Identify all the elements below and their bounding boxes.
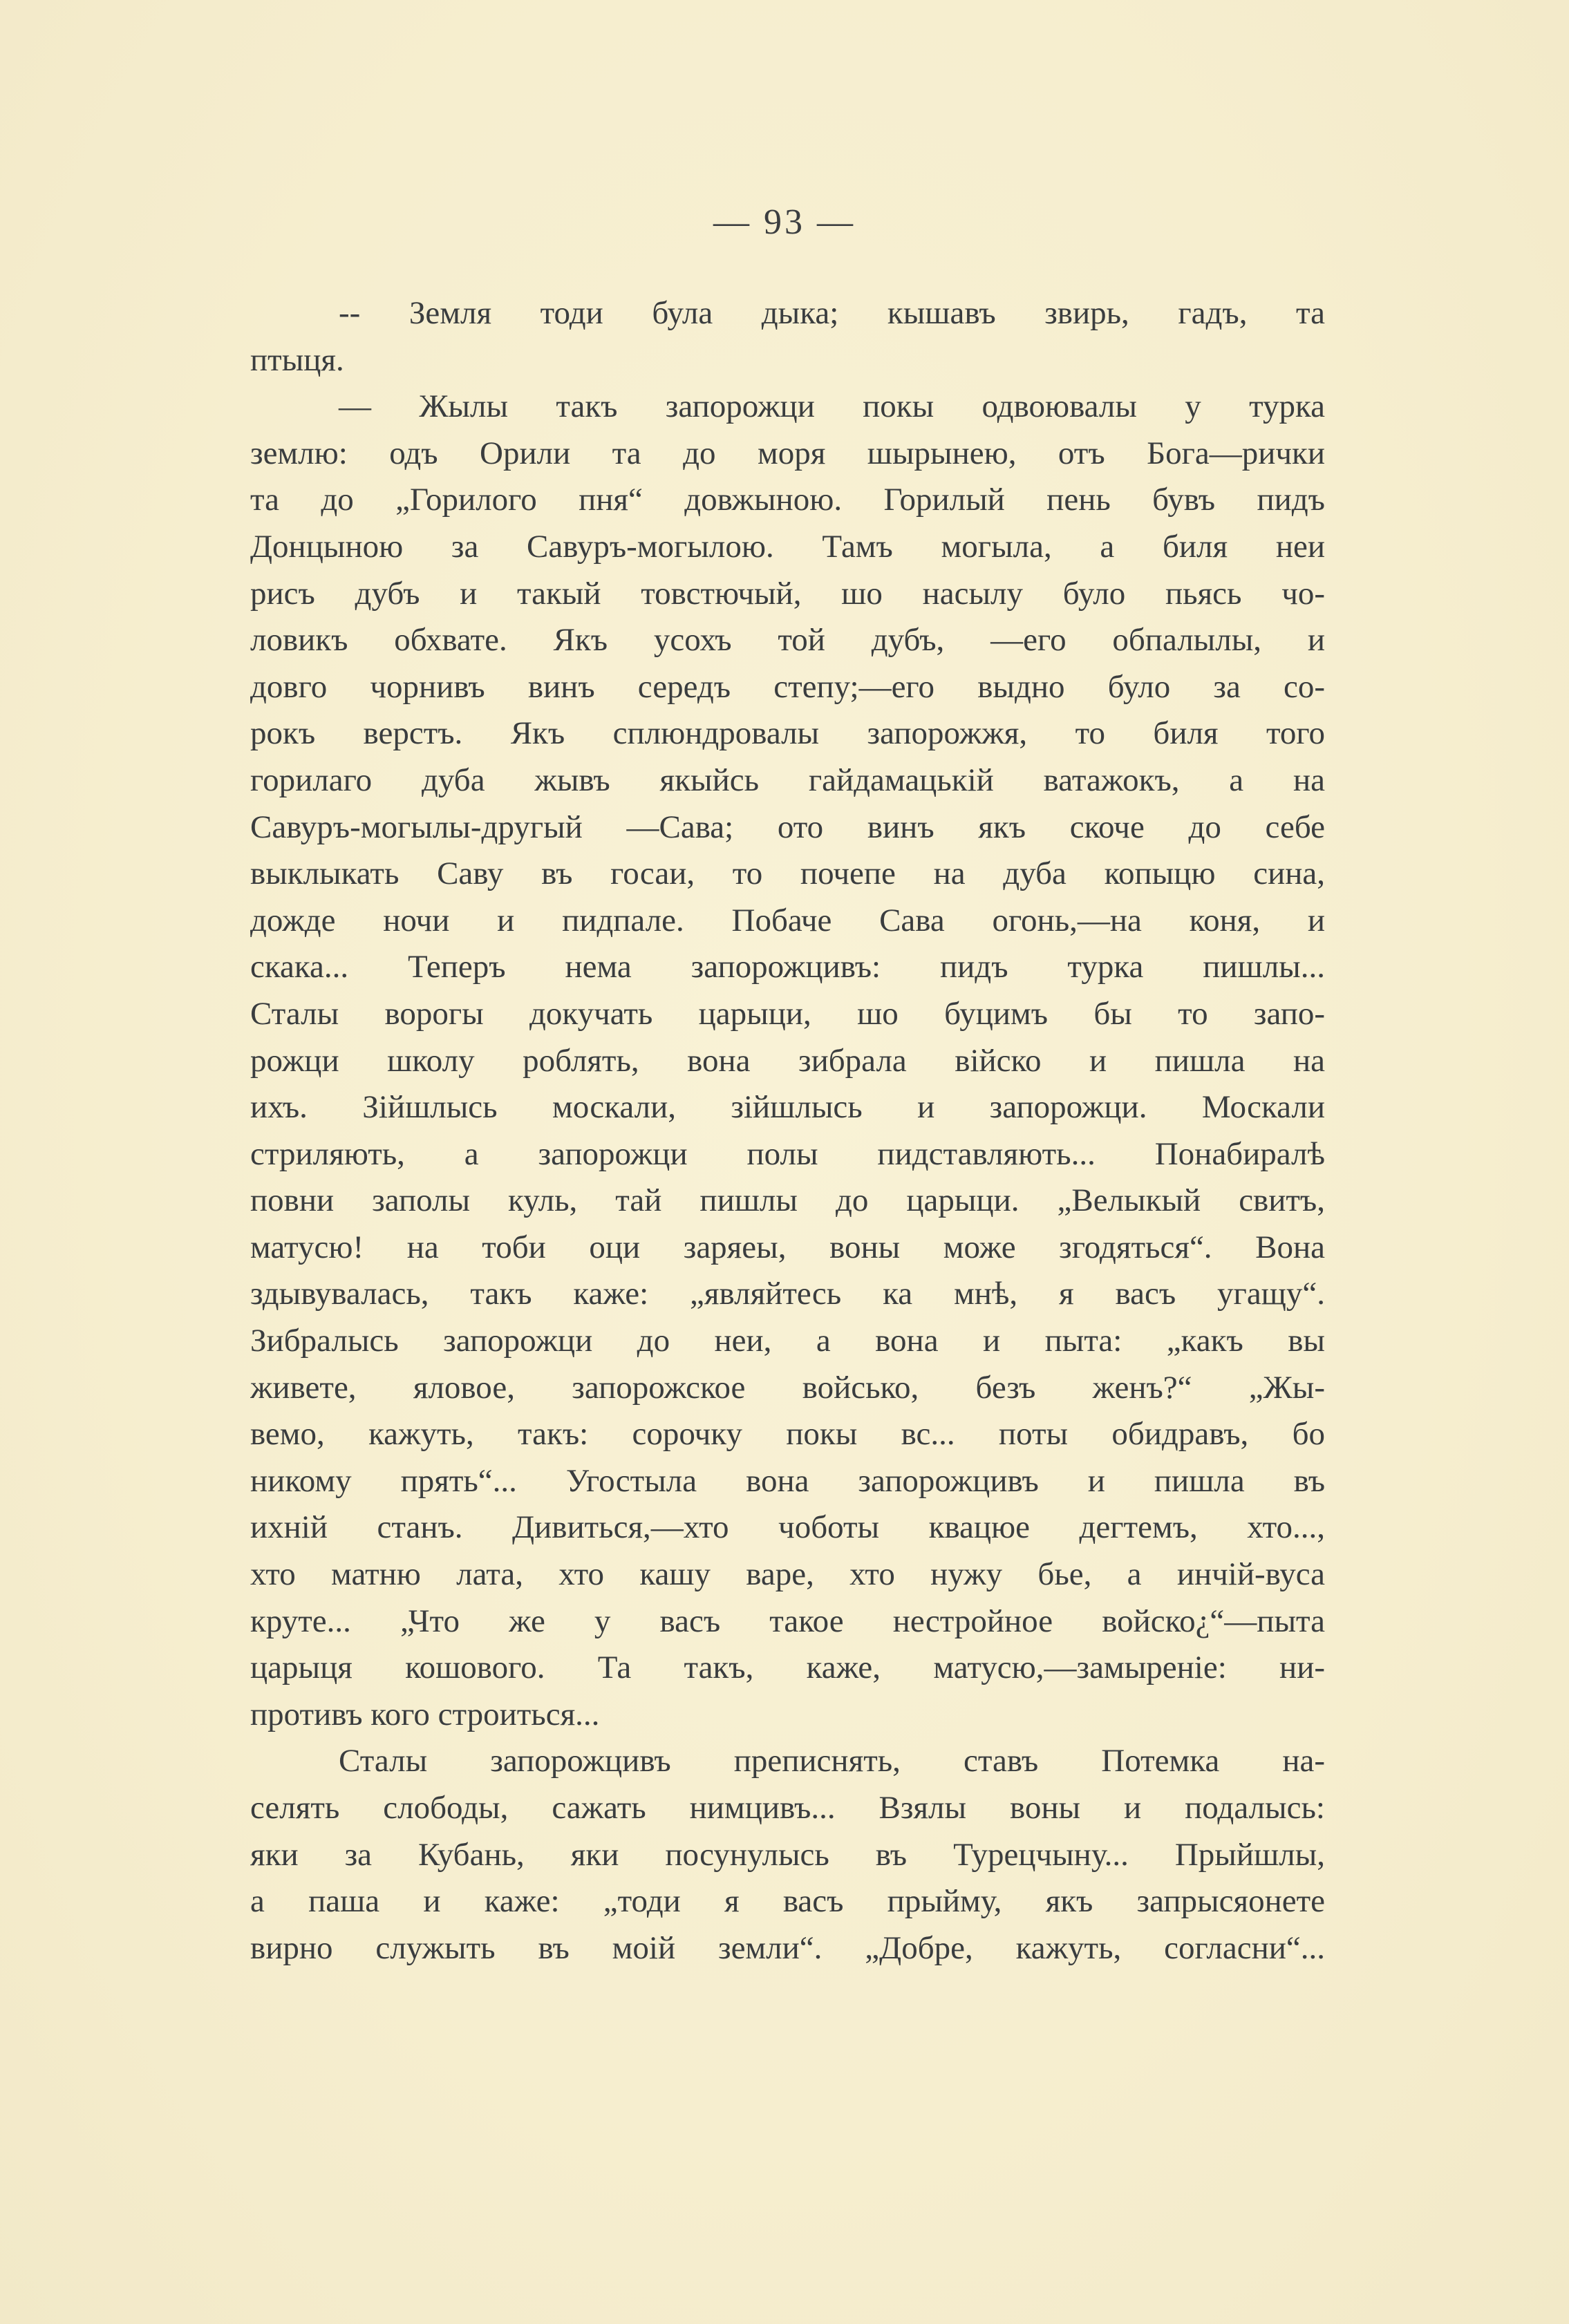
text-line: ихній станъ. Дивиться,—хто чоботы квацюе дегтемъ, хто..., (250, 1509, 1325, 1546)
text-line: селять слободы, сажать нимцивъ... Взялы воны и подалысь: (250, 1790, 1325, 1826)
text-line: вирно служыть въ моiй земли“. „Добре, кажуть, согласни“... (250, 1929, 1325, 1966)
text-line: царыця кошового. Та такъ, каже, матусю,—замыреніе: ни- (250, 1650, 1325, 1686)
text-line: Сталы запорожцивъ преписнять, ставъ Потемка на- (339, 1743, 1325, 1779)
text-line: рокъ верстъ. Якъ сплюндровалы запорожжя, то биля того (250, 715, 1325, 752)
text-line: — Жылы такъ запорожци покы одвоювалы у турка (339, 388, 1325, 425)
text-line: горилаго дуба жывъ якыйсь гайдамацькій ватажокъ, а на (250, 762, 1325, 798)
text-line: противъ кого строиться... (250, 1696, 600, 1732)
text-line: Донцыною за Савуръ-могылою. Тамъ могыла, а биля неи (250, 528, 1325, 565)
text-line: круте... „Что же у васъ такое нестройное войско¿“—пыта (250, 1603, 1325, 1639)
text-line: яки за Кубань, яки посунулысь въ Турецчыну... Прыйшлы, (250, 1836, 1325, 1873)
text-line: Савуръ-могылы-другый —Сава; ото винъ якъ скоче до себе (250, 809, 1325, 845)
text-line: живете, яловое, запорожское войсько, безъ женъ?“ „Жы- (250, 1369, 1325, 1406)
text-line: а паша и каже: „тоди я васъ прыйму, якъ запрысяонете (250, 1883, 1325, 1920)
text-line: никому прять“... Угостыла вона запорожцивъ и пишла въ (250, 1462, 1325, 1499)
text-line: стриляють, а запорожци полы пидставляють... Понабиралѣ (250, 1135, 1325, 1172)
body-text (250, 290, 1325, 1972)
text-line: птыця. (250, 341, 344, 378)
text-line: скака... Теперъ нема запорожцивъ: пидъ турка пишлы... (250, 949, 1325, 985)
text-line: матусю! на тоби оци заряеы, воны може згодяться“. Вона (250, 1229, 1325, 1265)
text-line: дожде ночи и пидпале. Побаче Сава огонь,—на коня, и (250, 902, 1325, 938)
text-line: хто матню лата, хто кашу варе, хто нужу бье, а инчій-вуса (250, 1556, 1325, 1593)
text-line: здывувалась, такъ каже: „являйтесь ка мнѣ, я васъ угащу“. (250, 1276, 1325, 1312)
text-line: землю: одъ Орили та до моря шырынею, отъ Бога—рички (250, 435, 1325, 471)
text-line: довго чорнивъ винъ середъ степу;—его выдно було за со- (250, 668, 1325, 705)
text-line: Сталы ворогы докучать царыци, шо буцимъ бы то запо- (250, 995, 1325, 1032)
text-line: Зибралысь запорожци до неи, а вона и пыта: „какъ вы (250, 1323, 1325, 1359)
text-line: та до „Горилого пня“ довжыною. Горилый пень бувъ пидъ (250, 482, 1325, 518)
text-line: вемо, кажуть, такъ: сорочку покы вс... поты обидравъ, бо (250, 1416, 1325, 1453)
text-line: рожци школу роблять, вона зибрала вiйско и пишла на (250, 1042, 1325, 1079)
text-line: -- Земля тоди була дыка; кышавъ звирь, гадъ, та (339, 295, 1325, 331)
text-line: повни заполы куль, тай пишлы до царыци. „Велыкый свитъ, (250, 1182, 1325, 1219)
text-line: выклыкать Саву въ госаи, то почепе на дуба копыцю сина, (250, 856, 1325, 892)
text-line: ловикъ обхвате. Якъ усохъ той дубъ, —его обпалылы, и (250, 622, 1325, 659)
page-number: — 93 — (713, 202, 856, 242)
text-line: рисъ дубъ и такый товстючый, шо насылу було пьясь чо- (250, 575, 1325, 612)
text-line: ихъ. Зiйшлысь москали, зiйшлысь и запорожци. Москали (250, 1089, 1325, 1126)
